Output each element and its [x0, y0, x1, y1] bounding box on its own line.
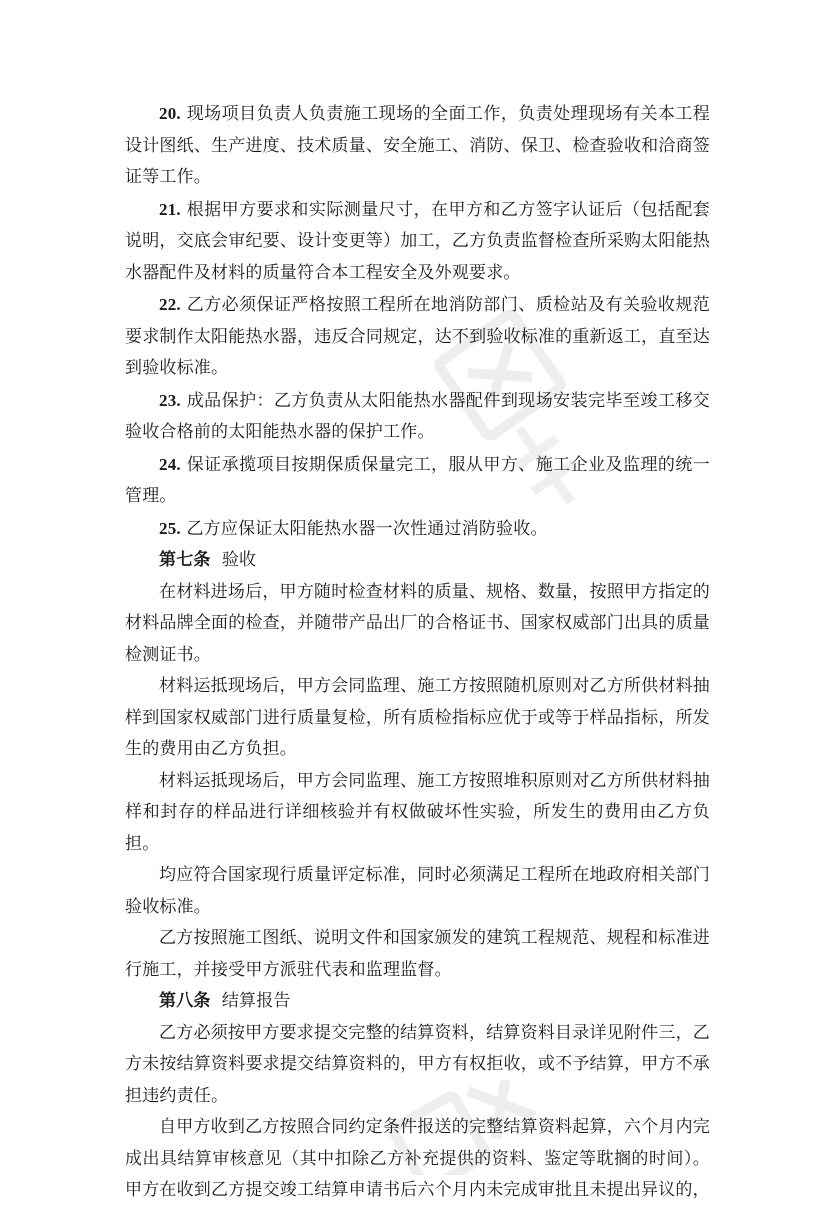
item-text: 保证承揽项目按期保质保量完工，服从甲方、施工企业及监理的统一管理。 [125, 454, 710, 506]
document-body [125, 98, 710, 1207]
article-7-title: 验收 [221, 550, 257, 570]
article-7-paragraph: 乙方按照施工图纸、说明文件和国家颁发的建筑工程规范、规程和标准进行施工，并接受甲方派驻代表和监理监督。 [125, 928, 710, 980]
item-text: 乙方应保证太阳能热水器一次性通过消防验收。 [180, 518, 548, 539]
list-item [125, 449, 710, 513]
article-7-paragraph: 材料运抵现场后，甲方会同监理、施工方按照随机原则对乙方所供材料抽样到国家权威部门进行质量复检，所有质检指标应优于或等于样品指标，所发生的费用由乙方负担。 [125, 676, 710, 759]
list-item [125, 385, 710, 449]
item-text: 成品保护：乙方负责从太阳能热水器配件到现场安装完毕至竣工移交验收合格前的太阳能热水器的保护工作。 [125, 390, 710, 442]
item-number: 23. [159, 390, 181, 410]
list-item [125, 98, 710, 194]
item-number: 20. [159, 104, 181, 123]
item-text: 乙方必须保证严格按照工程所在地消防部门、质检站及有关验收规范要求制作太阳能热水器，违反合同规定，达不到验收标准的重新返工，直至达到验收标准。 [125, 295, 710, 378]
article-7-paragraph: 均应符合国家现行质量评定标准，同时必须满足工程所在地政府相关部门验收标准。 [125, 865, 710, 917]
item-number: 24. [159, 454, 181, 474]
item-number: 25. [159, 518, 181, 538]
item-text: 根据甲方要求和实际测量尺寸，在甲方和乙方签字认证后（包括配套说明，交底会审纪要、设计变更等）加工，乙方负责监督检查所采购太阳能热水器配件及材料的质量符合本工程安全及外观要求。 [125, 199, 710, 283]
article-8-paragraph: 自甲方收到乙方按照合同约定条件报送的完整结算资料起算，六个月内完成出具结算审核意见（其中扣除乙方补充提供的资料、鉴定等耽搁的时间）。甲方在收到乙方提交竣工结算申请书后六个月内未完成审批且未提出异议的， [125, 1117, 710, 1200]
article-8-paragraph: 乙方必须按甲方要求提交完整的结算资料，结算资料目录详见附件三，乙方未按结算资料要求提交结算资料的，甲方有权拒收，或不予结算，甲方不承担违约责任。 [125, 1022, 710, 1106]
item-number: 22. [159, 295, 181, 314]
list-item [125, 289, 710, 385]
article-8-title: 结算报告 [221, 991, 291, 1011]
item-number: 21. [159, 199, 181, 219]
article-7-heading [125, 545, 710, 577]
item-text: 现场项目负责人负责施工现场的全面工作，负责处理现场有关本工程设计图纸、生产进度、技术质量、安全施工、消防、保卫、检查验收和洽商签证等工作。 [125, 104, 710, 187]
article-8-label: 第八条 [159, 991, 211, 1011]
article-7-paragraph: 材料运抵现场后，甲方会同监理、施工方按照堆积原则对乙方所供材料抽样和封存的样品进行详细核验并有权做破坏性实验，所发生的费用由乙方负担。 [125, 770, 710, 854]
article-7-label: 第七条 [159, 550, 211, 570]
list-item [125, 513, 710, 546]
article-8-heading [125, 986, 710, 1018]
article-7-paragraph: 在材料进场后，甲方随时检查材料的质量、规格、数量，按照甲方指定的材料品牌全面的检查，并随带产品出厂的合格证书、国家权威部门出具的质量检测证书。 [125, 581, 710, 665]
list-item [125, 194, 710, 290]
